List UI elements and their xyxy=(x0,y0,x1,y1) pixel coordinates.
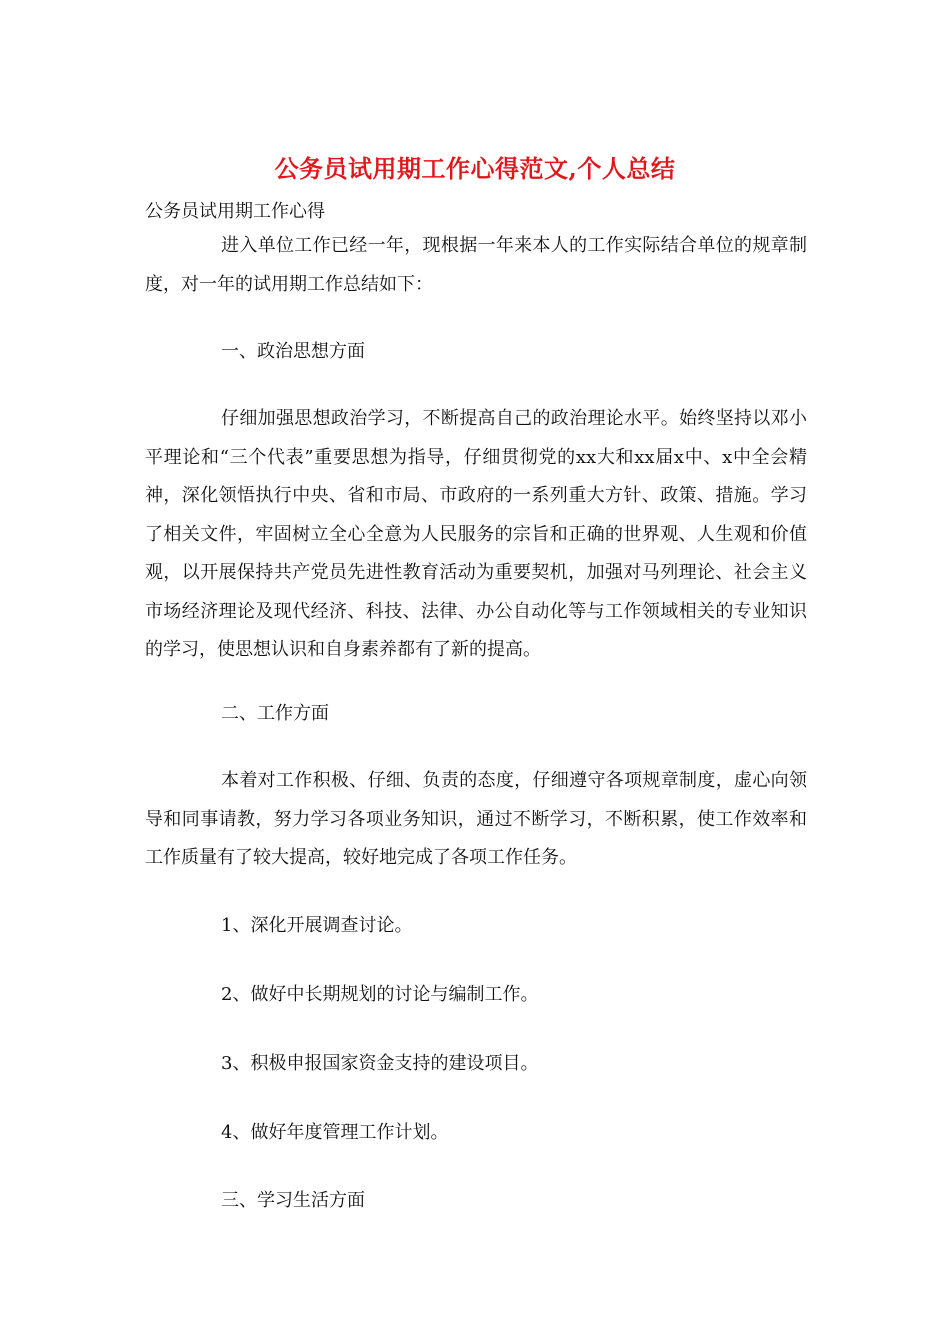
section-body-politics: 仔细加强思想政治学习，不断提高自己的政治理论水平。始终坚持以邓小平理论和“三个代表”重要思想为指导，仔细贯彻党的xx大和xx届x中、x中全会精神，深化领悟执行中央、省和市局、市政府的一系列重大方针、政策、措施。学习了相关文件，牢固树立全心全意为人民服务的宗旨和正确的世界观、人生观和价值观，以开展保持共产党员先进性教育活动为重要契机，加强对马列理论、社会主义市场经济理论及现代经济、科技、法律、办公自动化等与工作领域相关的专业知识的学习，使思想认识和自身素养都有了新的提高。 xyxy=(145,408,807,660)
section-heading-politics: 一、政治思想方面 xyxy=(221,341,365,362)
section-heading-study: 三、学习生活方面 xyxy=(221,1190,365,1211)
list-item: 1、深化开展调查讨论。 xyxy=(221,915,413,936)
section-body-work: 本着对工作积极、仔细、负责的态度，仔细遵守各项规章制度，虚心向领导和同事请教，努力学习各项业务知识，通过不断学习，不断积累，使工作效率和工作质量有了较大提高，较好地完成了各项工作任务。 xyxy=(145,770,807,868)
list-item: 2、做好中长期规划的讨论与编制工作。 xyxy=(221,984,539,1005)
document-title: 公务员试用期工作心得范文,个人总结 xyxy=(274,154,676,183)
section-heading-work: 二、工作方面 xyxy=(221,703,329,724)
list-item: 4、做好年度管理工作计划。 xyxy=(221,1122,449,1143)
list-item: 3、积极申报国家资金支持的建设项目。 xyxy=(221,1053,539,1074)
intro-paragraph: 进入单位工作已经一年，现根据一年来本人的工作实际结合单位的规章制度，对一年的试用期工作总结如下： xyxy=(145,235,807,295)
document-subtitle: 公务员试用期工作心得 xyxy=(145,201,325,222)
